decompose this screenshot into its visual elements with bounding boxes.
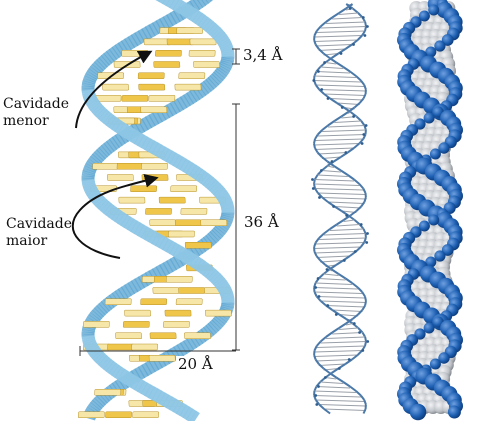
stick-bond — [334, 121, 361, 123]
stick-backbone — [364, 400, 366, 405]
stick-bond — [315, 351, 363, 353]
stick-atom — [361, 142, 364, 145]
backbone-sphere — [424, 113, 435, 124]
stick-backbone — [314, 139, 315, 144]
stick-backbone — [341, 171, 348, 176]
stick-atom — [352, 43, 355, 46]
stick-backbone — [319, 364, 324, 369]
stick-backbone — [363, 333, 366, 338]
stick-backbone — [360, 99, 364, 104]
stick-backbone — [358, 351, 362, 356]
stick-atom — [320, 88, 323, 91]
stick-backbone — [332, 270, 339, 275]
stick-bond — [318, 193, 366, 195]
stick-atom — [317, 385, 320, 388]
base-pair — [105, 412, 131, 418]
base-pair — [107, 175, 133, 181]
stick-backbone — [341, 112, 348, 117]
stick-bond — [332, 333, 362, 335]
stick-bond — [326, 337, 365, 339]
stick-bond — [316, 72, 350, 74]
base-pair — [122, 95, 148, 101]
stick-bond — [316, 243, 365, 245]
base-pair — [83, 321, 109, 327]
stick-atom — [343, 259, 346, 262]
stick-bond — [314, 391, 356, 393]
stick-backbone — [320, 261, 325, 266]
stick-backbone — [343, 67, 350, 72]
stick-bond — [330, 99, 363, 101]
stick-atom — [335, 313, 338, 316]
stick-backbone — [332, 328, 339, 333]
base-pair — [189, 50, 215, 56]
helix-pitch-label: 36 Å — [244, 214, 279, 231]
stick-backbone — [314, 180, 315, 185]
base-pair — [201, 220, 227, 226]
stick-backbone — [315, 346, 317, 351]
stick-bond — [321, 342, 366, 344]
base-pair — [138, 73, 164, 79]
minor-groove-label-line2: menor — [3, 113, 69, 130]
stick-bond — [339, 13, 358, 15]
stick-bond — [319, 364, 346, 366]
minor-groove-label-line1: Cavidade — [3, 96, 69, 113]
base-pair — [175, 84, 201, 90]
stick-atom — [311, 178, 314, 181]
stick-backbone — [365, 22, 366, 27]
stick-backbone — [356, 76, 361, 81]
stick-backbone — [332, 13, 339, 18]
base-pair — [177, 28, 203, 34]
stick-backbone — [330, 58, 337, 63]
stick-backbone — [354, 144, 359, 149]
stick-backbone — [317, 256, 321, 261]
stick-backbone — [355, 220, 360, 225]
base-pair — [141, 107, 167, 113]
stick-bond — [314, 396, 361, 398]
stick-bond — [326, 306, 365, 308]
stick-backbone — [336, 63, 343, 68]
base-pair — [184, 333, 210, 339]
stick-backbone — [330, 225, 337, 230]
stick-backbone — [339, 324, 346, 329]
base-pair — [155, 50, 181, 56]
stick-atom — [312, 187, 315, 190]
stick-bond — [320, 67, 343, 69]
stick-atom — [340, 52, 343, 55]
backbone-sphere — [428, 215, 439, 226]
stick-backbone — [361, 202, 364, 207]
stick-backbone — [352, 355, 358, 360]
stick-backbone — [328, 121, 335, 126]
stick-atom — [323, 61, 326, 64]
base-pair — [93, 163, 119, 169]
stick-backbone — [315, 292, 317, 297]
stick-backbone — [318, 130, 322, 135]
base-pair — [141, 163, 167, 169]
base-pair — [131, 344, 157, 350]
stick-backbone — [314, 252, 316, 257]
major-groove-label — [6, 216, 72, 250]
base-pair — [163, 321, 189, 327]
stick-backbone — [359, 184, 363, 189]
stick-backbone — [361, 81, 364, 86]
backbone-sphere — [434, 250, 445, 261]
stick-atom — [326, 268, 329, 271]
stick-backbone — [319, 274, 324, 279]
stick-backbone — [315, 148, 318, 153]
base-pair — [153, 288, 179, 294]
stick-bond — [326, 22, 365, 24]
stick-atom — [366, 232, 369, 235]
stick-bond — [324, 274, 339, 276]
stick-bond — [318, 135, 366, 137]
backbone-sphere — [430, 359, 441, 370]
stick-backbone — [330, 373, 337, 378]
stick-bond — [325, 378, 336, 380]
stick-bond — [328, 202, 364, 204]
stick-atom — [338, 367, 341, 370]
stick-atom — [331, 160, 334, 163]
stick-backbone — [314, 40, 316, 45]
stick-backbone — [322, 198, 328, 203]
stick-atom — [348, 358, 351, 361]
stick-bond — [314, 144, 359, 146]
stick-bond — [332, 310, 362, 312]
base-pair — [176, 299, 202, 305]
base-pair — [145, 208, 171, 214]
stick-bond — [322, 198, 366, 200]
stick-bond — [314, 76, 356, 78]
stick-bond — [317, 346, 365, 348]
stick-bond — [316, 360, 352, 362]
stick-bond — [325, 63, 336, 65]
stick-atom — [324, 376, 327, 379]
stick-backbone — [315, 189, 318, 194]
base-pair — [179, 288, 205, 294]
stick-atom — [365, 124, 368, 127]
base-pair — [149, 355, 175, 361]
stick-atom — [361, 349, 364, 352]
stick-backbone — [321, 22, 326, 27]
stick-backbone — [319, 405, 324, 410]
stick-backbone — [361, 243, 364, 248]
stick-backbone — [364, 94, 366, 99]
stick-backbone — [334, 117, 341, 122]
stick-backbone — [319, 49, 324, 54]
base-pair — [205, 310, 231, 316]
stick-atom — [327, 97, 330, 100]
stick-bond — [314, 288, 358, 290]
stick-backbone — [314, 387, 316, 392]
stick-atom — [362, 16, 365, 19]
backbone-sphere — [410, 404, 427, 421]
minor-groove-label — [3, 96, 69, 130]
stick-atom — [318, 196, 321, 199]
stick-atom — [354, 250, 357, 253]
stick-backbone — [316, 85, 319, 90]
stick-backbone — [361, 121, 364, 126]
stick-backbone — [319, 234, 324, 239]
stick-atom — [317, 70, 320, 73]
stick-atom — [314, 394, 317, 397]
base-pair — [154, 62, 180, 68]
stick-bond — [315, 36, 363, 38]
stick-backbone — [317, 342, 321, 347]
stick-backbone — [315, 175, 318, 180]
stick-bond — [344, 220, 355, 222]
stick-backbone — [348, 148, 354, 153]
stick-backbone — [362, 306, 365, 311]
stick-bond — [319, 405, 366, 407]
stick-atom — [360, 223, 363, 226]
stick-bond — [314, 247, 361, 249]
base-pair — [107, 344, 133, 350]
stick-backbone — [354, 180, 359, 185]
stick-atom — [345, 214, 348, 217]
stick-bond — [315, 148, 354, 150]
base-pair — [171, 186, 197, 192]
base-pair — [175, 220, 201, 226]
helix-width-label: 20 Å — [176, 356, 215, 373]
stick-backbone — [315, 135, 318, 140]
stick-atom — [314, 286, 317, 289]
base-pair — [190, 39, 216, 45]
stick-bond — [335, 207, 362, 209]
stick-atom — [345, 151, 348, 154]
stick-backbone — [350, 387, 356, 392]
stick-bond — [339, 328, 358, 330]
stick-backbone — [314, 243, 316, 248]
base-spacing-label: 3,4 Å — [243, 47, 282, 64]
stick-backbone — [361, 396, 364, 401]
base-pair — [167, 39, 193, 45]
stick-backbone — [314, 72, 316, 77]
stick-backbone — [336, 378, 343, 383]
stick-bond — [314, 184, 359, 186]
stick-atom — [332, 205, 335, 208]
stick-backbone — [364, 229, 366, 234]
stick-bond — [321, 27, 366, 29]
stick-atom — [362, 133, 365, 136]
base-pair — [133, 412, 159, 418]
stick-atom — [364, 34, 367, 37]
stick-atom — [349, 7, 352, 10]
base-pair — [117, 163, 143, 169]
base-pair — [130, 186, 156, 192]
stick-bond — [317, 256, 350, 258]
stick-backbone — [339, 274, 346, 279]
stick-backbone — [316, 238, 319, 243]
base-pair — [141, 299, 167, 305]
stick-backbone — [365, 297, 366, 302]
stick-backbone — [324, 229, 330, 234]
stick-atom — [366, 340, 369, 343]
stick-backbone — [356, 247, 361, 252]
major-groove-label-line1: Cavidade — [6, 216, 72, 233]
stick-atom — [358, 331, 361, 334]
stick-backbone — [356, 391, 361, 396]
stick-backbone — [358, 288, 362, 293]
stick-backbone — [321, 337, 326, 342]
stick-bond — [330, 229, 364, 231]
stick-bond — [318, 153, 348, 155]
stick-backbone — [334, 166, 341, 171]
base-pair — [179, 73, 205, 79]
stick-backbone — [343, 382, 350, 387]
stick-bond — [319, 279, 346, 281]
stick-bond — [324, 234, 366, 236]
stick-bond — [322, 130, 366, 132]
base-pair — [123, 321, 149, 327]
base-pair — [193, 62, 219, 68]
stick-atom — [312, 79, 315, 82]
stick-bond — [320, 382, 343, 384]
stick-bond — [324, 409, 366, 411]
stick-backbone — [365, 337, 366, 342]
stick-backbone — [358, 310, 362, 315]
stick-backbone — [364, 85, 366, 90]
stick-backbone — [352, 283, 358, 288]
base-pair — [150, 220, 176, 226]
base-pair — [139, 84, 165, 90]
stick-bond — [315, 189, 363, 191]
stick-backbone — [365, 342, 366, 347]
stick-bond — [316, 283, 353, 285]
stick-backbone — [317, 27, 321, 32]
base-pair — [159, 197, 185, 203]
base-pair — [115, 333, 141, 339]
stick-atom — [353, 322, 356, 325]
stick-backbone — [314, 355, 316, 360]
stick-bond — [319, 90, 366, 92]
base-pair — [166, 276, 192, 282]
base-pair — [185, 242, 211, 248]
stick-atom — [320, 169, 323, 172]
base-pair — [119, 197, 145, 203]
stick-backbone — [339, 9, 346, 14]
backbone-sphere — [448, 406, 461, 419]
stick-backbone — [357, 117, 362, 122]
stick-backbone — [316, 360, 319, 365]
stick-bond — [317, 297, 365, 299]
stick-backbone — [358, 13, 362, 18]
base-pair — [150, 333, 176, 339]
stick-backbone — [346, 279, 353, 284]
stick-bond — [314, 81, 361, 83]
stick-bond — [315, 180, 354, 182]
stick-bond — [337, 225, 360, 227]
stick-model — [311, 4, 369, 414]
stick-bond — [315, 292, 363, 294]
stick-backbone — [314, 144, 315, 149]
base-pair — [95, 389, 121, 395]
backbone-segment — [192, 416, 196, 419]
stick-bond — [314, 252, 356, 254]
stick-bond — [328, 126, 365, 128]
stick-atom — [315, 403, 318, 406]
stick-backbone — [365, 27, 366, 32]
stick-backbone — [316, 45, 319, 50]
stick-atom — [352, 115, 355, 118]
stick-bond — [319, 49, 346, 51]
stick-backbone — [337, 220, 344, 225]
base-pair — [149, 95, 175, 101]
stick-bond — [317, 31, 365, 33]
stick-backbone — [322, 126, 328, 131]
stick-bond — [316, 387, 350, 389]
stick-backbone — [364, 409, 366, 414]
stick-backbone — [356, 207, 361, 212]
stick-atom — [341, 106, 344, 109]
backbone-sphere — [434, 40, 445, 51]
stick-backbone — [362, 292, 365, 297]
stick-atom — [366, 25, 369, 28]
stick-backbone — [326, 18, 332, 23]
stick-bond — [324, 94, 366, 96]
stick-bond — [322, 171, 341, 173]
stick-atom — [317, 277, 320, 280]
stick-backbone — [355, 103, 360, 108]
stick-backbone — [315, 31, 317, 36]
stick-bond — [319, 238, 366, 240]
base-pair — [168, 231, 194, 237]
stick-bond — [321, 301, 366, 303]
stick-backbone — [358, 36, 362, 41]
base-pair — [124, 310, 150, 316]
base-pair — [165, 310, 191, 316]
backbone-sphere — [424, 323, 435, 334]
stick-backbone — [318, 153, 322, 158]
base-pair — [144, 39, 170, 45]
stick-bond — [314, 355, 358, 357]
base-pair — [181, 208, 207, 214]
base-pair — [105, 299, 131, 305]
backbone-sphere — [430, 149, 441, 160]
stick-bond — [316, 400, 365, 402]
stick-atom — [365, 241, 368, 244]
stick-bond — [332, 18, 362, 20]
stick-bond — [314, 40, 358, 42]
space-filling-model — [397, 0, 463, 420]
stick-backbone — [321, 301, 326, 306]
stick-backbone — [353, 9, 359, 14]
stick-atom — [318, 295, 321, 298]
stick-bond — [315, 139, 363, 141]
stick-backbone — [350, 72, 356, 77]
stick-backbone — [324, 409, 330, 414]
stick-bond — [316, 45, 352, 47]
stick-backbone — [365, 301, 366, 306]
stick-atom — [326, 304, 329, 307]
base-pair — [102, 84, 128, 90]
backbone-sphere — [428, 5, 439, 16]
stick-backbone — [364, 198, 366, 203]
stick-backbone — [326, 333, 332, 338]
base-pair — [78, 412, 104, 418]
stick-backbone — [363, 189, 365, 194]
major-groove-label-line2: maior — [6, 233, 72, 250]
stick-backbone — [348, 175, 354, 180]
stick-bond — [318, 175, 348, 177]
stick-bond — [316, 85, 365, 87]
